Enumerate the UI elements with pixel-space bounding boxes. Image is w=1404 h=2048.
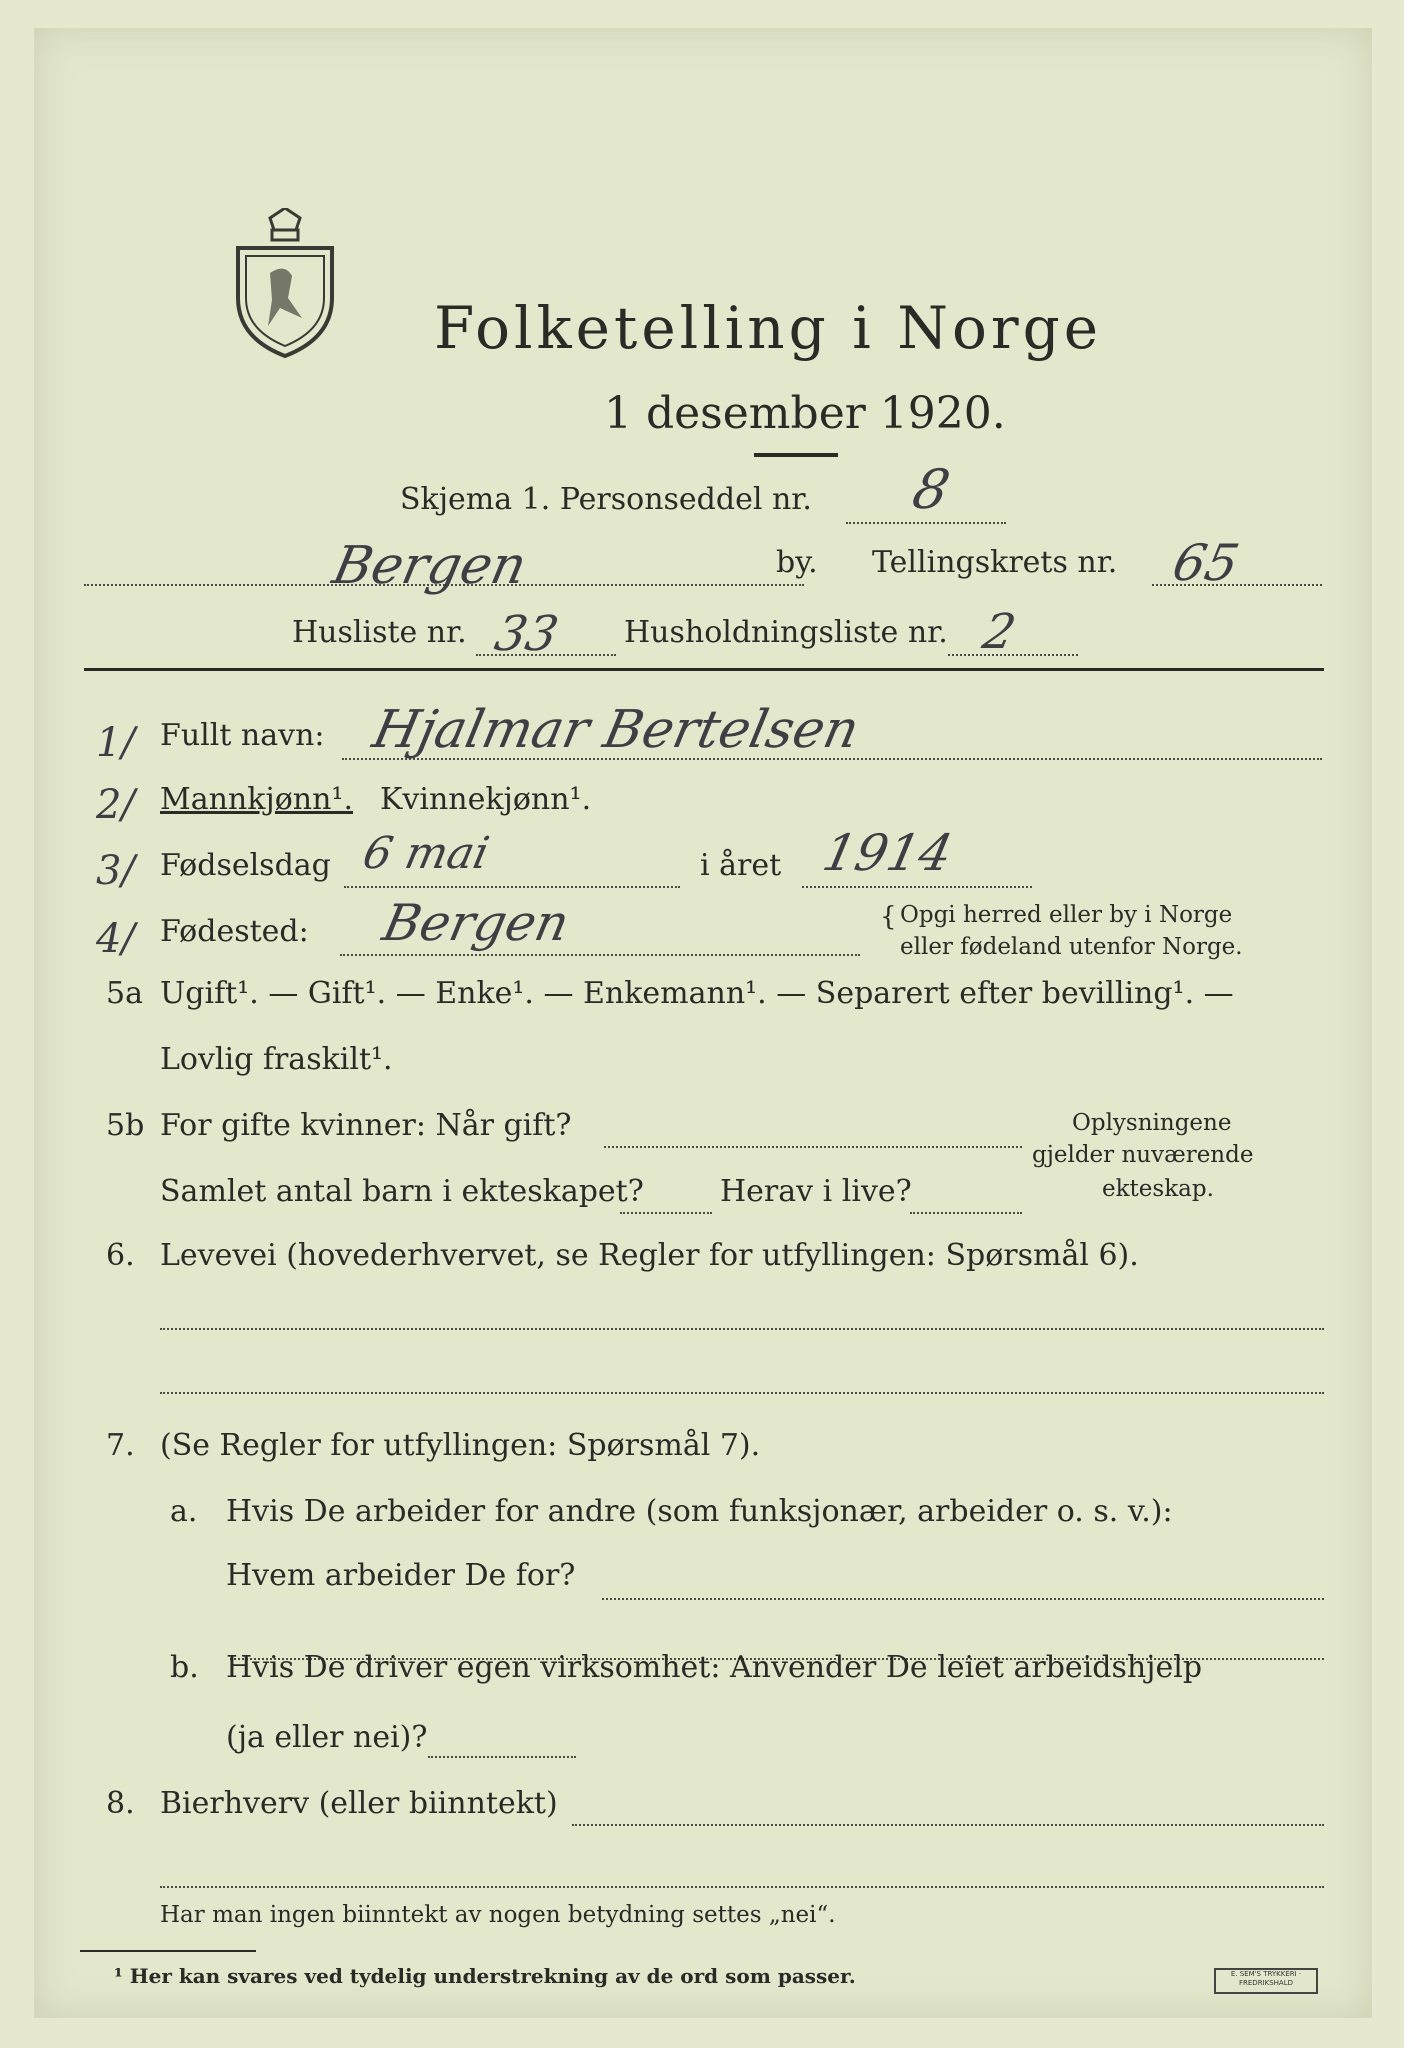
birthplace-note-1: Opgi herred eller by i Norge — [900, 902, 1233, 928]
name-label: Fullt navn: — [160, 718, 325, 753]
divorced-option[interactable]: Lovlig fraskilt¹. — [160, 1042, 393, 1077]
marital-status-options[interactable]: Ugift¹. — Gift¹. — Enke¹. — Enkemann¹. — Separert efter bevilling¹. — — [160, 976, 1234, 1011]
employer-label: Hvem arbeider De for? — [226, 1558, 576, 1593]
marriage-note-1: Oplysningene — [1072, 1110, 1232, 1136]
hired-help-label: (ja eller nei)? — [226, 1720, 428, 1755]
occupation-field-line-1 — [160, 1328, 1324, 1330]
side-income-label: Bierhverv (eller biinntekt) — [160, 1786, 558, 1821]
children-total-label: Samlet antal barn i ekteskapet? — [160, 1174, 644, 1209]
birthday-label: Fødselsdag — [160, 848, 331, 883]
gender-female-option[interactable]: Kvinnekjønn¹. — [380, 782, 592, 817]
tellingskrets-nr-value[interactable]: 65 — [1167, 534, 1244, 592]
q7a-number: a. — [170, 1494, 198, 1529]
q8-number: 8. — [106, 1786, 135, 1821]
q6-number: 6. — [106, 1238, 135, 1273]
skjema-label: Skjema 1. Personseddel nr. — [400, 482, 812, 517]
checkmark-3: 3/ — [96, 848, 135, 894]
q7b-number: b. — [170, 1650, 199, 1685]
husliste-nr-value[interactable]: 33 — [490, 606, 564, 662]
personseddel-field-line — [846, 522, 1006, 524]
employer-field-line-1 — [602, 1598, 1324, 1600]
city-value[interactable]: Bergen — [327, 536, 532, 596]
children-total-field-line — [620, 1212, 712, 1214]
year-field-line — [802, 886, 1032, 888]
marriage-note-3: ekteskap. — [1102, 1176, 1214, 1202]
q7-number: 7. — [106, 1428, 135, 1463]
census-form-page — [34, 28, 1372, 2018]
birthplace-field-line — [340, 954, 860, 956]
marriage-note-2: gjelder nuværende — [1032, 1142, 1254, 1168]
header-divider — [84, 668, 1324, 671]
checkmark-1: 1/ — [96, 720, 135, 766]
husholdning-nr-value[interactable]: 2 — [978, 604, 1021, 660]
side-income-field-line-1 — [572, 1824, 1324, 1826]
brace-icon: { — [880, 902, 897, 932]
children-alive-label: Herav i live? — [720, 1174, 912, 1209]
married-when-label: For gifte kvinner: Når gift? — [160, 1108, 572, 1143]
form-title: Folketelling i Norge — [434, 294, 1103, 362]
birthplace-value[interactable]: Bergen — [377, 894, 575, 952]
husholdning-field-line — [948, 654, 1078, 656]
year-label: i året — [700, 848, 782, 883]
q7a-question: Hvis De arbeider for andre (som funksjonær, arbeider o. s. v.): — [226, 1494, 1173, 1529]
occupation-field-line-2 — [160, 1392, 1324, 1394]
birthplace-note-2: eller fødeland utenfor Norge. — [900, 934, 1243, 960]
personseddel-nr-value[interactable]: 8 — [907, 458, 956, 521]
birthday-value[interactable]: 6 mai — [358, 828, 494, 879]
q7b-question: Hvis De driver egen virksomhet: Anvender De leiet arbeidshjelp — [226, 1650, 1203, 1685]
children-alive-field-line — [910, 1212, 1022, 1214]
full-name-value[interactable]: Hjalmar Bertelsen — [367, 700, 865, 760]
tellingskrets-label: Tellingskrets nr. — [872, 545, 1118, 580]
checkmark-4: 4/ — [96, 916, 135, 962]
hired-help-field-line — [428, 1756, 576, 1758]
husholdning-label: Husholdningsliste nr. — [624, 615, 948, 650]
footnote: ¹ Her kan svares ved tydelig understrekning av de ord som passer. — [114, 1964, 856, 1988]
printer-stamp: E. SEM'S TRYKKERI · FREDRIKSHALD — [1214, 1968, 1318, 1994]
birthday-field-line — [344, 886, 680, 888]
birthplace-label: Fødested: — [160, 914, 309, 949]
by-label: by. — [776, 545, 818, 580]
side-income-field-line-2 — [160, 1886, 1324, 1888]
birth-year-value[interactable]: 1914 — [817, 824, 958, 882]
married-when-field-line — [604, 1146, 1022, 1148]
occupation-label: Levevei (hovederhvervet, se Regler for utfyllingen: Spørsmål 6). — [160, 1238, 1139, 1273]
checkmark-2: 2/ — [96, 782, 135, 828]
q7-label: (Se Regler for utfyllingen: Spørsmål 7). — [160, 1428, 761, 1463]
side-income-note: Har man ingen biinntekt av nogen betydning settes „nei“. — [160, 1902, 836, 1928]
gender-male-option[interactable]: Mannkjønn¹. — [160, 782, 353, 817]
census-date: 1 desember 1920. — [604, 388, 1006, 439]
title-divider — [754, 453, 838, 457]
q5b-number: 5b — [106, 1108, 145, 1143]
husliste-label: Husliste nr. — [292, 615, 467, 650]
q5a-number: 5a — [106, 976, 143, 1011]
norwegian-coat-of-arms-icon — [230, 208, 340, 358]
footnote-divider — [80, 1950, 256, 1952]
